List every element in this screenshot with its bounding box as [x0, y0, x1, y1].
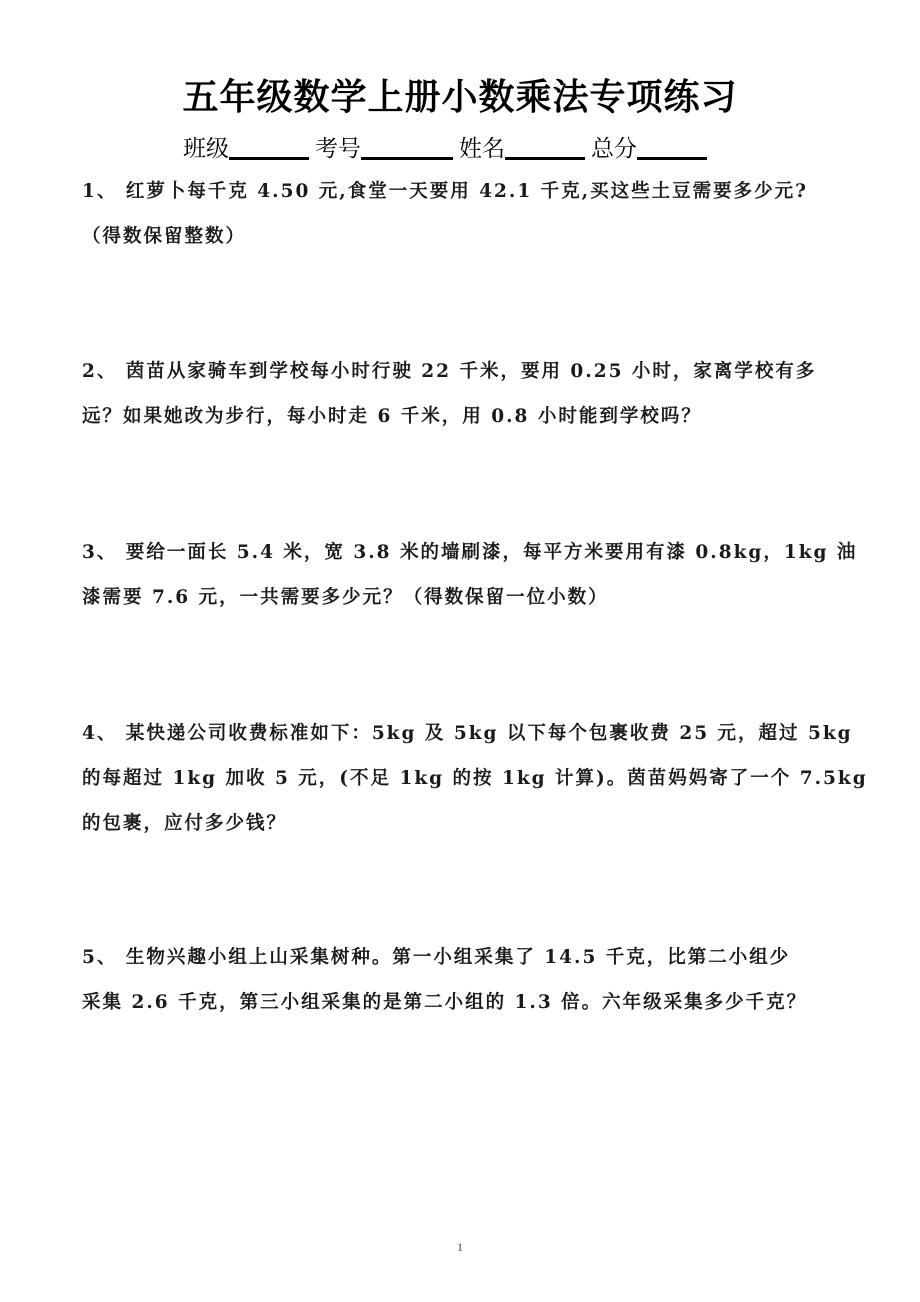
- total-score-blank: [637, 133, 707, 160]
- name-label: 姓名: [459, 136, 505, 162]
- class-blank: [229, 133, 309, 160]
- page-title: 五年级数学上册小数乘法专项练习: [182, 77, 738, 118]
- exam-number-label: 考号: [315, 136, 361, 162]
- class-field: [183, 133, 309, 164]
- question-text-line: 的包裹，应付多少钱？: [82, 813, 288, 834]
- page-number: 1: [457, 1240, 463, 1254]
- question-1: [82, 169, 852, 259]
- question-2: [82, 349, 852, 439]
- question-text-line: （得数保留整数）: [82, 226, 247, 247]
- question-text-line: 5、 生物兴趣小组上山采集树种。第一小组采集了 14.5 千克，比第二小组少: [82, 947, 791, 968]
- question-text-line: 采集 2.6 千克，第三小组采集的是第二小组的 1.3 倍。六年级采集多少千克？: [82, 992, 808, 1013]
- question-text-line: 的每超过 1kg 加收 5 元，(不足 1kg 的按 1kg 计算)。茵苗妈妈寄了一个 7.5kg: [82, 768, 868, 789]
- name-field: [459, 133, 585, 164]
- question-text-line: 远？如果她改为步行，每小时走 6 千米，用 0.8 小时能到学校吗？: [82, 406, 702, 427]
- question-text-line: 1、 红萝卜每千克 4.50 元,食堂一天要用 42.1 千克,买这些土豆需要多少元?: [82, 181, 808, 202]
- exam-number-blank: [361, 133, 453, 160]
- name-blank: [505, 133, 585, 160]
- question-text-line: 漆需要 7.6 元，一共需要多少元？（得数保留一位小数）: [82, 587, 609, 608]
- student-info-row: [183, 130, 707, 164]
- question-5: [82, 935, 852, 1025]
- total-score-label: 总分: [591, 136, 637, 162]
- question-3: [82, 530, 858, 620]
- question-text-line: 4、 某快递公司收费标准如下：5kg 及 5kg 以下每个包裹收费 25 元，超过 5kg: [82, 723, 853, 744]
- exam-number-field: [315, 133, 453, 164]
- class-label: 班级: [183, 136, 229, 162]
- total-score-field: [591, 133, 707, 164]
- question-text-line: 2、 茵苗从家骑车到学校每小时行驶 22 千米，要用 0.25 小时，家离学校有多: [82, 361, 817, 382]
- question-text-line: 3、 要给一面长 5.4 米，宽 3.8 米的墙刷漆，每平方米要用有漆 0.8kg，1kg 油: [82, 542, 858, 563]
- question-4: [82, 711, 868, 846]
